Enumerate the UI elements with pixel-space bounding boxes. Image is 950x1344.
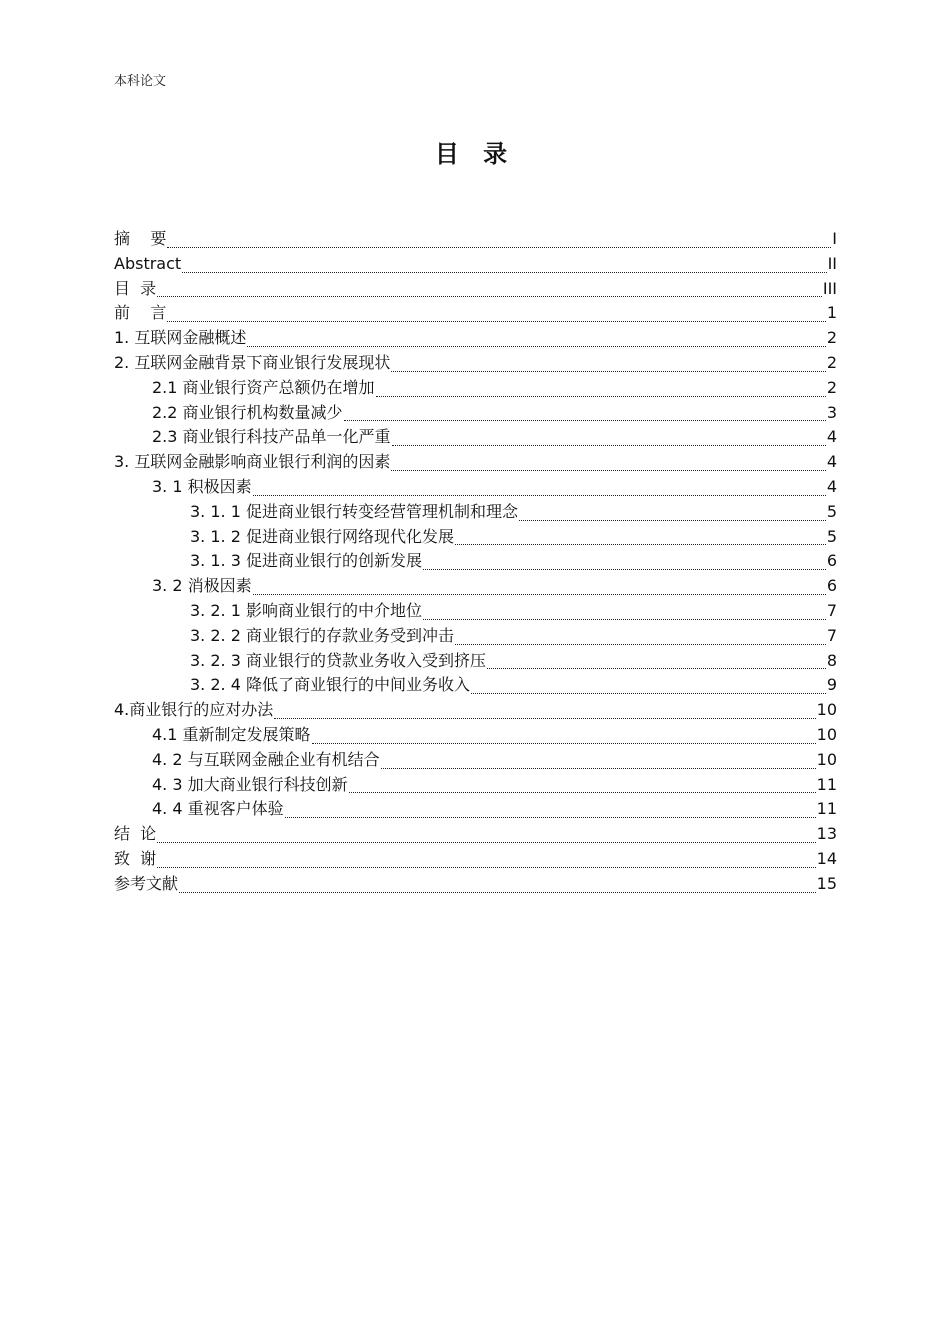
toc-entry[interactable] xyxy=(114,723,837,748)
toc-dot-leader xyxy=(471,693,826,694)
toc-entry-label: 摘 要 xyxy=(114,229,167,248)
table-of-contents xyxy=(114,227,837,897)
toc-entry-page-number: 3 xyxy=(826,402,837,422)
toc-entry-page-number: 5 xyxy=(826,501,837,521)
toc-dot-leader xyxy=(182,272,826,273)
toc-entry-label: Abstract xyxy=(114,253,182,273)
toc-entry-label: 3. 1. 3 促进商业银行的创新发展 xyxy=(190,551,422,571)
toc-dot-leader xyxy=(391,470,825,471)
toc-entry-page-number: 11 xyxy=(816,774,837,794)
toc-dot-leader xyxy=(167,321,825,322)
toc-dot-leader xyxy=(392,445,826,446)
toc-entry-page-number: 11 xyxy=(816,799,837,819)
toc-entry[interactable] xyxy=(114,748,837,773)
toc-entry-label: 参考文献 xyxy=(114,873,179,893)
toc-entry-label: 3. 2 消极因素 xyxy=(152,576,252,596)
toc-entry-page-number: 10 xyxy=(816,749,837,769)
toc-entry-page-number: 5 xyxy=(826,526,837,546)
toc-dot-leader xyxy=(247,346,825,347)
page-header: 本科论文 xyxy=(114,74,167,89)
toc-entry-page-number: 10 xyxy=(816,700,837,720)
toc-entry-page-number: 2 xyxy=(826,328,837,348)
toc-entry-label: 3. 2. 4 降低了商业银行的中间业务收入 xyxy=(190,675,470,695)
toc-dot-leader xyxy=(455,644,826,645)
toc-dot-leader xyxy=(344,420,826,421)
toc-dot-leader xyxy=(312,743,816,744)
toc-entry[interactable] xyxy=(114,425,837,450)
toc-entry-page-number: 4 xyxy=(826,476,837,496)
toc-entry[interactable] xyxy=(114,549,837,574)
toc-entry-label: 3. 1. 1 促进商业银行转变经营管理机制和理念 xyxy=(190,501,518,521)
toc-dot-leader xyxy=(423,569,826,570)
toc-entry[interactable] xyxy=(114,351,837,376)
toc-entry-page-number: I xyxy=(832,229,837,248)
toc-dot-leader xyxy=(157,296,822,297)
toc-entry-label: 4.商业银行的应对办法 xyxy=(114,700,274,720)
toc-entry-label: 3. 互联网金融影响商业银行利润的因素 xyxy=(114,452,391,472)
toc-entry[interactable] xyxy=(114,698,837,723)
toc-dot-leader xyxy=(253,495,826,496)
toc-dot-leader xyxy=(391,371,825,372)
toc-entry[interactable] xyxy=(114,822,837,847)
toc-entry-label: 2. 互联网金融背景下商业银行发展现状 xyxy=(114,352,391,372)
toc-dot-leader xyxy=(167,247,831,248)
toc-entry[interactable] xyxy=(114,797,837,822)
toc-dot-leader xyxy=(381,768,816,769)
toc-entry[interactable] xyxy=(114,500,837,525)
toc-entry[interactable] xyxy=(114,773,837,798)
toc-entry[interactable] xyxy=(114,475,837,500)
toc-entry[interactable] xyxy=(114,649,837,674)
toc-entry-label: 3. 2. 3 商业银行的贷款业务收入受到挤压 xyxy=(190,650,486,670)
toc-entry[interactable] xyxy=(114,252,837,277)
toc-entry-page-number: 4 xyxy=(826,452,837,472)
toc-entry[interactable] xyxy=(114,301,837,326)
toc-entry-page-number: 2 xyxy=(826,377,837,397)
toc-entry[interactable] xyxy=(114,277,837,302)
toc-dot-leader xyxy=(349,792,816,793)
toc-entry-label: 致 谢 xyxy=(114,848,157,868)
toc-entry[interactable] xyxy=(114,574,837,599)
toc-dot-leader xyxy=(455,544,826,545)
toc-entry-page-number: 6 xyxy=(826,551,837,571)
toc-entry[interactable] xyxy=(114,624,837,649)
toc-dot-leader xyxy=(423,619,826,620)
toc-entry-page-number: 7 xyxy=(826,625,837,645)
toc-dot-leader xyxy=(253,594,826,595)
toc-entry[interactable] xyxy=(114,326,837,351)
toc-entry-page-number: 10 xyxy=(816,724,837,744)
toc-entry-label: 4. 2 与互联网金融企业有机结合 xyxy=(152,749,380,769)
toc-entry[interactable] xyxy=(114,227,837,252)
toc-dot-leader xyxy=(179,892,816,893)
toc-dot-leader xyxy=(519,520,826,521)
toc-entry-label: 3. 1 积极因素 xyxy=(152,476,252,496)
toc-entry-page-number: 7 xyxy=(826,600,837,620)
toc-entry-label: 3. 1. 2 促进商业银行网络现代化发展 xyxy=(190,526,454,546)
toc-entry[interactable] xyxy=(114,872,837,897)
toc-entry-page-number: 4 xyxy=(826,427,837,447)
toc-entry-page-number: 2 xyxy=(826,352,837,372)
toc-entry-label: 4. 4 重视客户体验 xyxy=(152,799,284,819)
toc-entry-label: 2.2 商业银行机构数量减少 xyxy=(152,402,343,422)
toc-entry[interactable] xyxy=(114,450,837,475)
toc-entry-label: 结 论 xyxy=(114,824,157,844)
toc-entry[interactable] xyxy=(114,525,837,550)
toc-entry-page-number: 8 xyxy=(826,650,837,670)
toc-dot-leader xyxy=(157,867,815,868)
toc-entry-label: 前 言 xyxy=(114,303,167,323)
toc-entry-page-number: 1 xyxy=(826,303,837,323)
toc-dot-leader xyxy=(285,817,816,818)
toc-entry[interactable] xyxy=(114,401,837,426)
toc-entry-page-number: 15 xyxy=(816,873,837,893)
toc-entry-page-number: III xyxy=(822,278,837,298)
toc-entry[interactable] xyxy=(114,376,837,401)
toc-entry-page-number: 13 xyxy=(816,824,837,844)
toc-dot-leader xyxy=(376,396,826,397)
toc-entry-page-number: 6 xyxy=(826,576,837,596)
toc-dot-leader xyxy=(487,668,826,669)
toc-entry-label: 1. 互联网金融概述 xyxy=(114,328,247,348)
toc-entry-label: 2.1 商业银行资产总额仍在增加 xyxy=(152,377,375,397)
page-title: 目 录 xyxy=(434,140,516,168)
toc-entry[interactable] xyxy=(114,599,837,624)
toc-entry-label: 3. 2. 1 影响商业银行的中介地位 xyxy=(190,600,422,620)
toc-entry[interactable] xyxy=(114,847,837,872)
toc-dot-leader xyxy=(157,842,815,843)
toc-entry-page-number: 14 xyxy=(816,848,837,868)
toc-entry-label: 4.1 重新制定发展策略 xyxy=(152,724,311,744)
toc-entry-page-number: II xyxy=(827,253,837,273)
toc-entry-label: 2.3 商业银行科技产品单一化严重 xyxy=(152,427,391,447)
toc-dot-leader xyxy=(274,718,815,719)
toc-entry-label: 目 录 xyxy=(114,278,157,298)
toc-entry-label: 3. 2. 2 商业银行的存款业务受到冲击 xyxy=(190,625,454,645)
toc-entry[interactable] xyxy=(114,673,837,698)
toc-entry-label: 4. 3 加大商业银行科技创新 xyxy=(152,774,348,794)
toc-entry-page-number: 9 xyxy=(826,675,837,695)
